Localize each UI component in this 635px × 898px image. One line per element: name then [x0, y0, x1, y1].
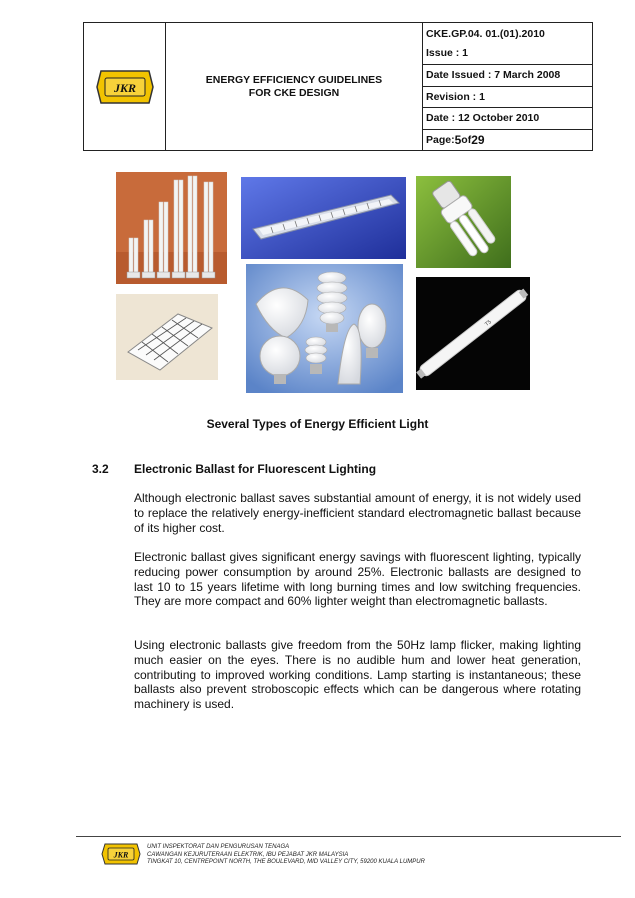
footer-divider — [76, 836, 621, 837]
paragraph-cost: Although electronic ballast saves substantial amount of energy, it is not widely used to replace the relatively energy-inefficient standard electromagnetic ballast because of its higher cost. — [134, 491, 581, 535]
section-title: Electronic Ballast for Fluorescent Lighting — [134, 462, 377, 476]
svg-text:T5: T5 — [484, 319, 493, 328]
page-of: of — [461, 133, 472, 146]
header-title-cell — [166, 23, 423, 150]
jkr-logo-text: JKR — [113, 80, 136, 95]
footer-logo-text: JKR — [113, 850, 129, 860]
jkr-logo — [95, 63, 155, 111]
assorted-cfl-bulbs-image — [246, 264, 403, 393]
footer-line2: CAWANGAN KEJURUTERAAN ELEKTRIK, IBU PEJABAT JKR MALAYSIA — [147, 851, 349, 858]
paragraph-energy-savings: Electronic ballast gives significant energy savings with fluorescent lighting, typically reducing power consumption by around 25%. Electronic ballasts are designed to last 10 to 15 years lifetime with long burning times and low switching frequencies. They are more compact and 60% lighter weight than electromagnetic ballasts. — [134, 550, 581, 609]
header-title-line1: ENERGY EFFICIENCY GUIDELINES — [205, 73, 383, 86]
document-header — [83, 22, 593, 151]
paragraph-flicker: Using electronic ballasts give freedom from the 50Hz lamp flicker, making lighting much easier on the eyes. There is no audible hum and lower heat generation, contributing to improved working conditions. Lamp starting is instantaneous; these ballasts also prevent stroboscopic effects which can be dangerous where rotating machinery is used. — [134, 638, 581, 712]
compact-fluorescent-bulb-image — [416, 176, 511, 268]
header-doc-code-row — [423, 23, 592, 65]
footer-line1: UNIT INSPEKTORAT DAN PENGURUSAN TENAGA — [147, 844, 290, 850]
issue-number: Issue : 1 — [426, 47, 469, 59]
footer-logo-box — [101, 840, 141, 873]
section-number: 3.2 — [92, 462, 109, 476]
page-total: 29 — [471, 132, 485, 147]
doc-code: CKE.GP.04. 01.(01).2010 — [426, 28, 545, 40]
header-title-line2: FOR CKE DESIGN — [248, 86, 340, 99]
figure-caption: Several Types of Energy Efficient Light — [206, 417, 429, 431]
footer-address — [147, 844, 425, 867]
page-current: 5 — [454, 132, 462, 147]
t5-fluorescent-tube-image — [416, 277, 530, 390]
page-label: Page: — [426, 133, 455, 146]
date-issued: Date Issued : 7 March 2008 — [423, 65, 592, 87]
revision-number: Revision : 1 — [423, 87, 592, 109]
mirror-louvre-fitting-image — [241, 177, 406, 259]
footer-line3: TINGKAT 10, CENTREPOINT NORTH, THE BOULEVARD, MID VALLEY CITY, 59200 KUALA LUMPUR — [147, 859, 425, 865]
revision-date: Date : 12 October 2010 — [423, 108, 592, 130]
header-meta-cell — [423, 23, 592, 150]
page-number — [423, 130, 592, 151]
recessed-louvre-fitting-image — [116, 294, 218, 380]
pl-compact-fluorescent-tubes-image — [116, 172, 227, 284]
footer-jkr-logo — [101, 840, 141, 868]
header-logo-cell — [84, 23, 166, 150]
